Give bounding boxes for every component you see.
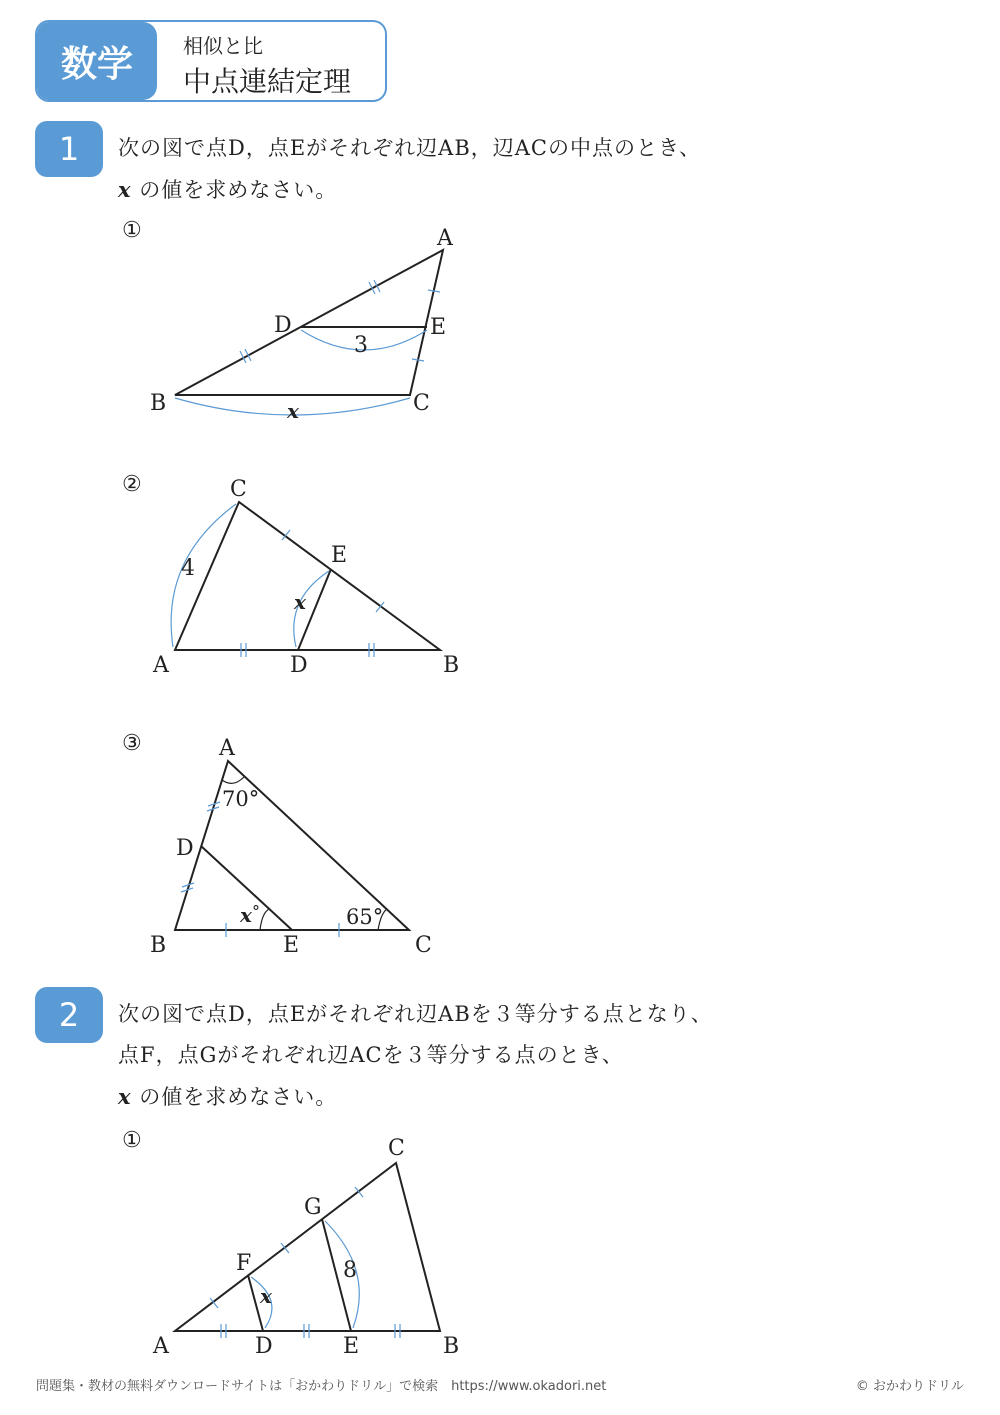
variable-x: x bbox=[294, 590, 306, 614]
question-1-number: 1 bbox=[35, 121, 103, 177]
topic-title: 中点連結定理 bbox=[183, 65, 352, 98]
question-2-variable: x bbox=[118, 1084, 132, 1109]
point-label-e: E bbox=[283, 933, 300, 958]
point-label-e: E bbox=[430, 315, 447, 340]
topic-subtitle: 相似と比 bbox=[183, 34, 263, 58]
point-label-d: D bbox=[290, 653, 308, 678]
point-label-g: G bbox=[304, 1195, 322, 1220]
question-2-line2: 点F，点Gがそれぞれ辺ACを３等分する点のとき、 bbox=[118, 1043, 624, 1067]
point-label-d: D bbox=[176, 836, 194, 861]
question-2-number: 2 bbox=[35, 987, 103, 1043]
point-label-b: B bbox=[150, 933, 167, 958]
question-1-variable: x bbox=[118, 177, 132, 202]
triangle-abc bbox=[175, 1163, 440, 1331]
point-label-c: C bbox=[413, 391, 430, 416]
footer-source: 問題集・教材の無料ダウンロードサイトは「おかわりドリル」で検索 https://www.okadori.net bbox=[36, 1379, 607, 1394]
point-label-d: D bbox=[255, 1334, 273, 1359]
point-label-c: C bbox=[388, 1136, 405, 1161]
point-label-a: A bbox=[437, 226, 453, 251]
subject-label: 数学 bbox=[37, 22, 157, 100]
point-label-c: C bbox=[230, 477, 247, 502]
point-label-b: B bbox=[443, 653, 460, 678]
figure-1-3-label: ③ bbox=[122, 731, 142, 756]
point-label-f: F bbox=[236, 1251, 252, 1276]
question-1-line2-rest: の値を求めなさい。 bbox=[131, 178, 338, 202]
point-label-b: B bbox=[443, 1334, 460, 1359]
footer-copyright: © おかわりドリル bbox=[855, 1379, 964, 1394]
figure-2-1-label: ① bbox=[122, 1128, 142, 1153]
length-de: 3 bbox=[354, 333, 368, 358]
point-label-b: B bbox=[150, 391, 167, 416]
length-ge: 8 bbox=[343, 1258, 357, 1283]
angle-x-degree: ° bbox=[252, 902, 260, 921]
angle-c-value: 65° bbox=[346, 905, 384, 929]
point-label-a: A bbox=[153, 653, 169, 678]
angle-a-value: 70° bbox=[222, 787, 260, 811]
figure-1-1-label: ① bbox=[122, 218, 142, 243]
variable-x: x bbox=[287, 399, 299, 423]
length-ac: 4 bbox=[181, 556, 195, 581]
question-1-line1: 次の図で点D，点Eがそれぞれ辺AB，辺ACの中点のとき、 bbox=[118, 136, 702, 160]
point-label-d: D bbox=[274, 313, 292, 338]
variable-x: x bbox=[260, 1284, 272, 1308]
question-2-line1: 次の図で点D，点Eがそれぞれ辺ABを３等分する点となり、 bbox=[118, 1002, 713, 1026]
angle-x-variable: x bbox=[240, 903, 252, 927]
point-label-e: E bbox=[343, 1334, 360, 1359]
point-label-c: C bbox=[415, 933, 432, 958]
point-label-e: E bbox=[331, 543, 348, 568]
point-label-a: A bbox=[153, 1334, 169, 1359]
question-2-line3-rest: の値を求めなさい。 bbox=[131, 1085, 338, 1109]
point-label-a: A bbox=[219, 736, 235, 761]
figure-1-2-label: ② bbox=[122, 472, 142, 497]
